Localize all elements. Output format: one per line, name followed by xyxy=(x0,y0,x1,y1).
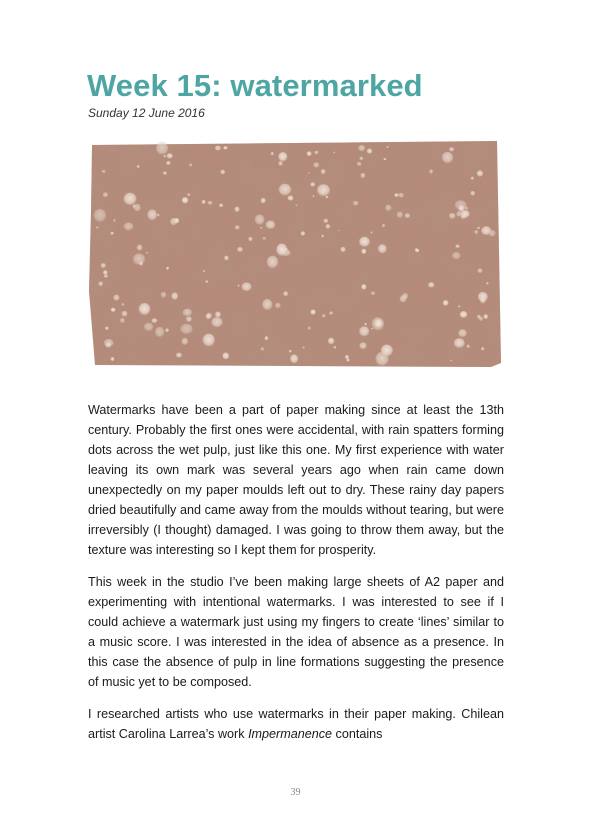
water-spot xyxy=(156,142,169,155)
water-spot xyxy=(260,347,264,351)
water-spot xyxy=(402,293,408,299)
water-spot xyxy=(338,230,340,232)
water-spot xyxy=(428,282,435,288)
water-spot xyxy=(278,184,291,196)
water-spot xyxy=(359,326,370,337)
water-spot xyxy=(157,214,160,217)
water-spot xyxy=(359,157,363,161)
water-spot xyxy=(241,282,252,291)
water-spot xyxy=(283,291,288,296)
watermarked-paper-photo xyxy=(89,141,501,367)
water-spot xyxy=(458,306,460,308)
water-spot xyxy=(310,182,315,187)
water-spot xyxy=(449,147,455,152)
water-spot xyxy=(219,203,223,207)
water-spot xyxy=(374,319,383,328)
water-spot xyxy=(278,161,283,166)
water-spot xyxy=(137,245,143,251)
water-spot xyxy=(261,198,266,204)
water-spot xyxy=(478,172,480,174)
water-spot xyxy=(321,169,326,174)
water-spot xyxy=(207,201,212,205)
water-spot xyxy=(120,318,125,324)
water-spot xyxy=(321,235,324,238)
water-spot xyxy=(248,237,252,242)
water-spot xyxy=(186,316,192,322)
water-spot xyxy=(329,311,333,315)
water-spot xyxy=(220,170,225,175)
water-spot xyxy=(290,354,298,363)
water-spot xyxy=(296,204,298,206)
water-spot xyxy=(454,338,465,348)
water-spot xyxy=(303,346,305,349)
water-spot xyxy=(450,360,452,362)
water-spot xyxy=(452,252,461,260)
water-spot xyxy=(443,300,449,306)
water-spot xyxy=(211,317,223,328)
water-spot xyxy=(121,303,124,306)
water-spot xyxy=(203,270,205,272)
water-spot xyxy=(182,309,192,317)
water-spot xyxy=(103,192,108,197)
water-spot xyxy=(317,184,331,197)
water-spot xyxy=(222,352,229,359)
water-spot xyxy=(205,280,208,283)
water-spot xyxy=(361,249,366,254)
water-spot xyxy=(353,201,359,206)
water-spot xyxy=(265,220,275,229)
water-spot xyxy=(215,311,221,317)
water-spot xyxy=(182,197,189,204)
water-spot xyxy=(360,173,365,179)
water-spot xyxy=(163,171,167,175)
water-spot xyxy=(166,161,171,165)
water-spot xyxy=(102,170,106,173)
water-spot xyxy=(458,205,464,212)
water-spot xyxy=(486,282,489,285)
water-spot xyxy=(308,172,310,174)
water-spot xyxy=(123,193,136,206)
water-spot xyxy=(276,243,287,256)
water-spot xyxy=(234,206,239,212)
water-spot xyxy=(483,314,488,319)
water-spot xyxy=(224,256,229,261)
paragraph-3-start: I researched artists who use watermarks in their paper making. Chilean artist Carolina Larrea’s work xyxy=(88,707,504,741)
paragraph-1: Watermarks have been a part of paper making since at least the 13th century. Probably the first ones were accidental, with rain spatters forming dots across the wet pulp, just like this one. My first experience with water leaving its own mark was several years ago when rain came down unexpectedly on my paper moulds left out to dry. These rainy day papers dried beautifully and came away from the moulds without tearing, but were irreversibly (I thought) damaged. I was going to throw them away, but the texture was interesting so I kept them for prosperity. xyxy=(88,403,504,557)
water-spot xyxy=(466,345,470,349)
water-spot xyxy=(262,237,266,240)
water-spot xyxy=(113,295,119,302)
water-spot xyxy=(464,206,468,210)
water-spot xyxy=(144,323,154,332)
water-spot xyxy=(151,318,157,323)
water-spot xyxy=(460,214,466,219)
water-spot xyxy=(176,353,182,358)
water-spot xyxy=(113,219,116,222)
water-spot xyxy=(103,270,108,275)
water-spot xyxy=(181,338,188,346)
water-spot xyxy=(333,152,335,154)
water-spot xyxy=(165,328,169,332)
paragraph-3 xyxy=(88,704,504,744)
water-spot xyxy=(480,297,486,304)
water-spot xyxy=(308,326,311,330)
post-date: Sunday 12 June 2016 xyxy=(88,106,205,120)
water-spot xyxy=(386,146,389,148)
artwork-title: Impermanence xyxy=(248,727,333,741)
water-spot xyxy=(371,291,376,295)
water-spot xyxy=(202,200,206,204)
water-spot xyxy=(460,311,468,318)
water-spot xyxy=(367,148,373,154)
water-spot xyxy=(470,191,475,196)
water-spot xyxy=(382,224,385,228)
water-spot xyxy=(255,214,265,225)
water-spot xyxy=(378,244,387,254)
water-spot xyxy=(471,177,474,180)
water-spot xyxy=(202,334,215,347)
water-spot xyxy=(322,314,326,318)
water-spot xyxy=(146,252,148,254)
water-spot xyxy=(223,146,227,150)
water-spot xyxy=(455,245,459,249)
article-body xyxy=(88,400,504,756)
water-spot xyxy=(235,225,240,230)
page-title: Week 15: watermarked xyxy=(87,68,423,103)
water-spot xyxy=(93,209,106,223)
water-spot xyxy=(278,152,287,162)
water-spot xyxy=(275,303,281,309)
water-spot xyxy=(267,256,279,269)
water-spot xyxy=(189,163,193,166)
water-spot xyxy=(101,263,106,268)
water-spot xyxy=(155,327,165,338)
water-spot xyxy=(442,152,454,164)
water-spot xyxy=(359,237,370,248)
water-spot xyxy=(163,155,166,158)
water-spot xyxy=(262,299,273,311)
water-spot xyxy=(323,219,328,224)
water-spot xyxy=(340,247,345,253)
water-spot xyxy=(334,346,337,349)
water-spot xyxy=(105,342,111,348)
paragraph-3-end: contains xyxy=(332,727,383,741)
water-spot xyxy=(138,303,150,316)
water-spot xyxy=(370,231,372,234)
water-spot xyxy=(104,275,108,278)
water-spot xyxy=(139,261,143,266)
water-spot xyxy=(147,209,157,220)
water-spot xyxy=(477,170,484,177)
water-spot xyxy=(187,193,190,196)
water-spot xyxy=(345,355,349,359)
water-spot xyxy=(361,284,366,290)
water-spot xyxy=(477,315,481,319)
water-spot xyxy=(174,218,179,224)
water-spot xyxy=(398,193,404,198)
water-spot xyxy=(385,205,392,212)
water-spot xyxy=(325,224,330,229)
water-spot xyxy=(307,151,312,156)
water-spot xyxy=(313,162,319,168)
water-spot xyxy=(132,204,136,208)
water-spot xyxy=(265,336,269,340)
water-spot xyxy=(111,308,116,312)
water-spot xyxy=(314,151,318,155)
water-spot xyxy=(123,222,133,230)
water-spot xyxy=(358,145,365,151)
water-spot xyxy=(310,310,316,315)
water-spot xyxy=(171,292,178,300)
water-spot xyxy=(328,338,335,345)
water-spot xyxy=(237,247,243,252)
water-spot xyxy=(133,253,146,265)
water-spot xyxy=(312,195,314,197)
water-spot xyxy=(98,281,103,286)
water-spot xyxy=(161,292,167,298)
water-spot xyxy=(111,357,115,361)
water-spot xyxy=(405,213,411,218)
water-spot xyxy=(383,158,386,160)
water-spot xyxy=(481,347,484,351)
water-spot xyxy=(364,323,367,326)
water-spot xyxy=(260,227,262,229)
water-spot xyxy=(271,152,274,156)
page-number: 39 xyxy=(290,787,301,798)
water-spot xyxy=(301,231,306,236)
water-spot xyxy=(458,329,467,337)
water-spot xyxy=(166,267,169,270)
water-spot xyxy=(477,227,480,230)
water-spot xyxy=(96,226,99,229)
water-spot xyxy=(288,195,294,201)
water-spot xyxy=(180,324,193,335)
water-spot xyxy=(449,213,456,219)
water-spot xyxy=(474,230,478,234)
water-spot xyxy=(415,249,419,253)
water-spot xyxy=(371,328,373,330)
water-spot xyxy=(381,344,394,356)
water-spot xyxy=(359,342,367,349)
water-spot xyxy=(167,153,173,159)
water-spot xyxy=(357,162,362,166)
water-spot xyxy=(111,232,114,235)
water-spot xyxy=(237,285,239,287)
water-spot xyxy=(289,350,292,353)
water-spot xyxy=(394,193,398,197)
water-spot xyxy=(105,327,109,331)
water-spot xyxy=(477,268,482,273)
water-spot xyxy=(481,226,491,235)
water-spot xyxy=(429,169,433,174)
water-spot xyxy=(137,165,140,168)
water-spot xyxy=(206,313,212,319)
water-spot xyxy=(121,311,127,317)
water-spot xyxy=(397,212,403,219)
paragraph-2: This week in the studio I’ve been making large sheets of A2 paper and experimenting with intentional watermarks. I was interested to see if I could achieve a watermark just using my fingers to create ‘lines’ similar to a music score. I was interested in the idea of absence as a presence. In this case the absence of pulp in line formations suggesting the presence of music yet to be composed. xyxy=(88,575,504,689)
water-spot xyxy=(215,146,221,151)
